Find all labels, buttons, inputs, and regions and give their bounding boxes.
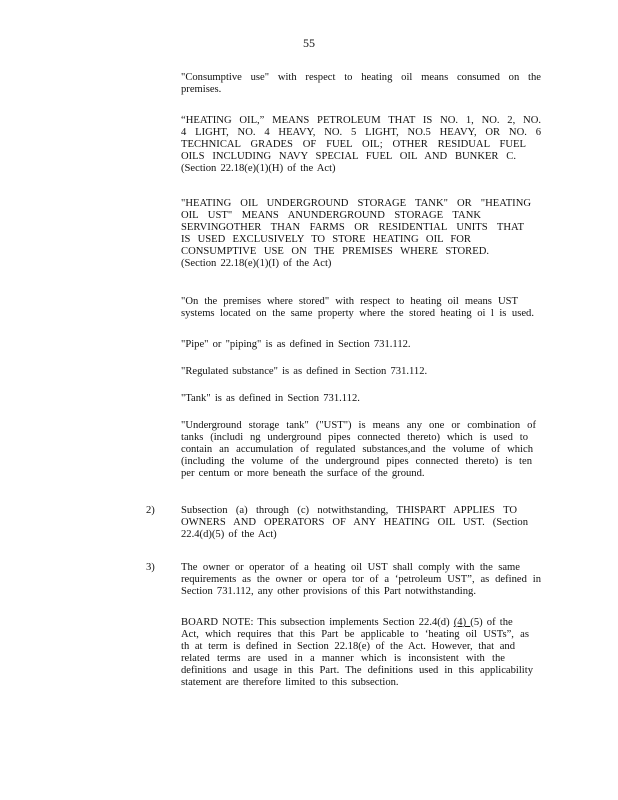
text-line: Subsection (a) through (c) notwithstanding, THISPART APPLIES TO: [181, 505, 517, 516]
text-line: tanks (includi ng underground pipes connected thereto) which is used to: [181, 432, 528, 443]
text-line: 22.4(d)(5) of the Act): [181, 529, 277, 540]
text-line: th at term is defined in Section 22.18(e) of the Act. However, that and: [181, 641, 515, 652]
text-line: requirements as the owner or opera tor of a ‘petroleum UST”, as defined in: [181, 574, 541, 585]
definition-heating-oil: [181, 115, 541, 175]
page-number: 55: [303, 36, 315, 50]
text-line: "Pipe" or "piping" is as defined in Section 731.112.: [181, 339, 411, 350]
text-line: The owner or operator of a heating oil UST shall comply with the same: [181, 562, 520, 573]
definition-on-the-premises: [181, 296, 541, 320]
text-line: "Tank" is as defined in Section 731.112.: [181, 393, 360, 404]
definition-heating-oil-ust: [181, 198, 541, 270]
text-line: definitions and usage in this Part. The definitions used in this applicability: [181, 665, 533, 676]
definition-regulated-substance: [181, 366, 541, 378]
text-line: IS USED EXCLUSIVELY TO STORE HEATING OIL FOR: [181, 234, 471, 245]
underlined-text: (4): [453, 617, 471, 628]
text-line: "HEATING OIL UNDERGROUND STORAGE TANK" OR "HEATING: [181, 198, 531, 209]
text-line: contain an accumulation of regulated substances,and the volume of which: [181, 444, 533, 455]
definition-underground-storage-tank: [181, 420, 541, 480]
board-note: [181, 617, 541, 689]
text-line: OILS INCLUDING NAVY SPECIAL FUEL OIL AND BUNKER C.: [181, 151, 516, 162]
text-line: OWNERS AND OPERATORS OF ANY HEATING OIL UST. (Section: [181, 517, 528, 528]
text-line: (including the volume of the underground pipes connected thereto) is ten: [181, 456, 532, 467]
text-line: per centum or more beneath the surface of the ground.: [181, 468, 425, 479]
text-line: TECHNICAL GRADES OF FUEL OIL; OTHER RESIDUAL FUEL: [181, 139, 526, 150]
subsection-number: 3): [146, 562, 155, 573]
board-note-text: BOARD NOTE: This subsection implements Section 22.4(d): [181, 617, 454, 628]
definition-tank: [181, 393, 541, 405]
subsection-2: [181, 505, 541, 541]
text-line: Section 731.112, any other provisions of this Part notwithstanding.: [181, 586, 476, 597]
text-line: Act, which requires that this Part be applicable to ‘heating oil USTs”, as: [181, 629, 529, 640]
text-line: SERVINGOTHER THAN FARMS OR RESIDENTIAL UNITS THAT: [181, 222, 524, 233]
text-line: (Section 22.18(e)(1)(I) of the Act): [181, 258, 332, 269]
text-line: 4 LIGHT, NO. 4 HEAVY, NO. 5 LIGHT, NO.5 HEAVY, OR NO. 6: [181, 127, 541, 138]
text-line: systems located on the same property where the stored heating oi l is used.: [181, 308, 534, 319]
definition-pipe: [181, 339, 541, 351]
definition-consumptive-use: [181, 72, 541, 96]
subsection-3: [181, 562, 541, 598]
text-line: "Consumptive use" with respect to heating oil means consumed on the: [181, 72, 541, 83]
subsection-number: 2): [146, 505, 155, 516]
text-line: (Section 22.18(e)(1)(H) of the Act): [181, 163, 336, 174]
board-note-text: (5) of the: [470, 617, 513, 628]
text-line: "Regulated substance" is as defined in Section 731.112.: [181, 366, 428, 377]
text-line: OIL UST" MEANS ANUNDERGROUND STORAGE TANK: [181, 210, 481, 221]
text-line: "On the premises where stored" with respect to heating oil means UST: [181, 296, 518, 307]
text-line: premises.: [181, 84, 222, 95]
text-line: CONSUMPTIVE USE ON THE PREMISES WHERE STORED.: [181, 246, 489, 257]
text-line: related terms are used in a manner which is inconsistent with the: [181, 653, 505, 664]
text-line: “HEATING OIL,” MEANS PETROLEUM THAT IS NO. 1, NO. 2, NO.: [181, 115, 541, 126]
text-line: statement are therefore limited to this subsection.: [181, 677, 399, 688]
text-line: [181, 617, 536, 629]
text-line: "Underground storage tank" ("UST") is means any one or combination of: [181, 420, 536, 431]
